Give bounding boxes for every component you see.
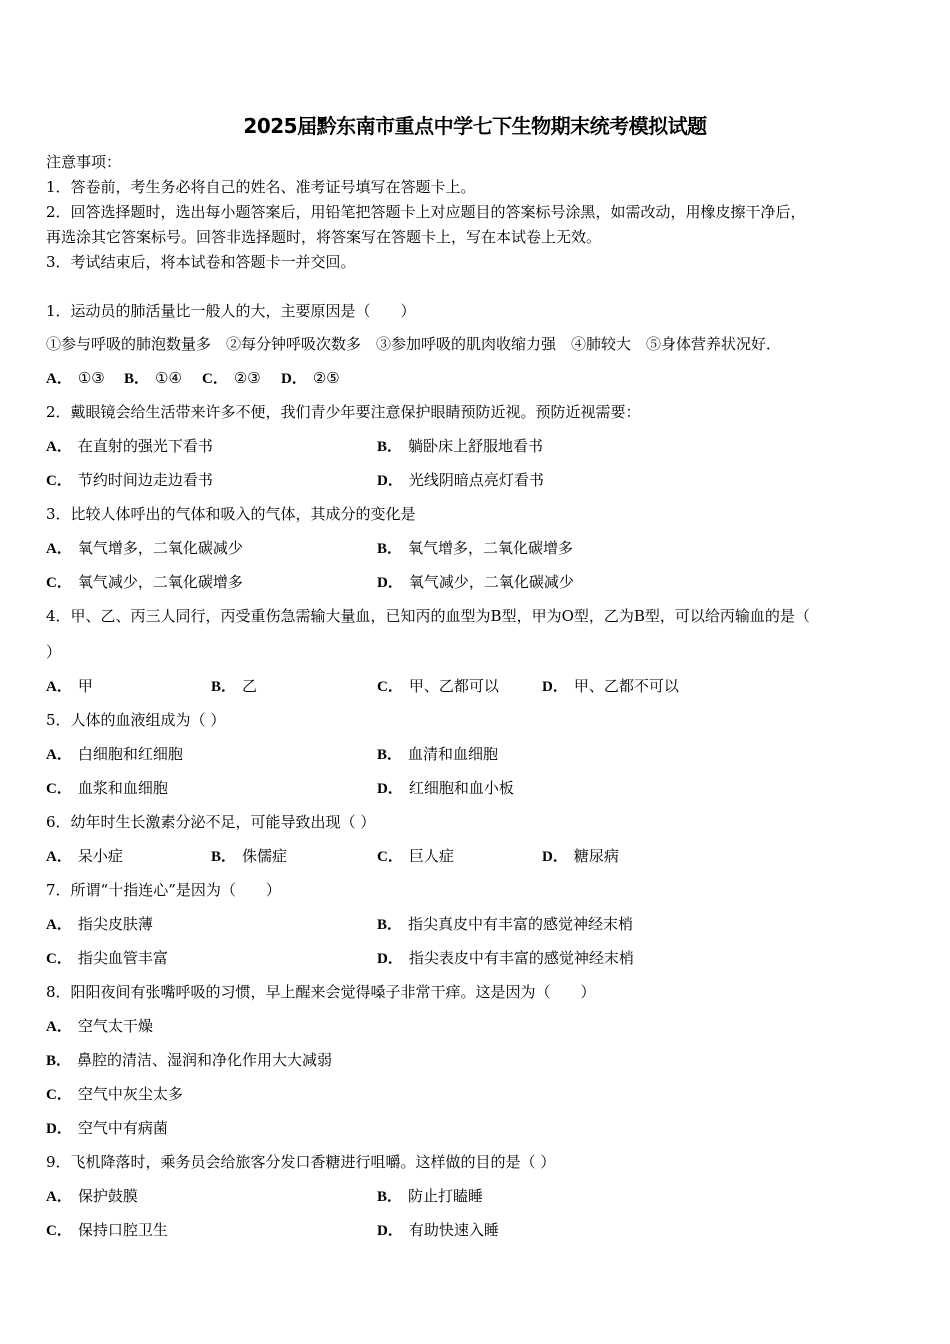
question-stem: 3．比较人体呼出的气体和吸入的气体，其成分的变化是 [46, 505, 416, 523]
option-c: C． 空气中灰尘太多 [46, 1085, 183, 1103]
question-stem: 1．运动员的肺活量比一般人的大，主要原因是（ ） [46, 302, 416, 320]
option-d: D． 指尖表皮中有丰富的感觉神经末梢 [377, 949, 634, 967]
option-d: D． 糖尿病 [542, 847, 619, 865]
option-d: D． ②⑤ [281, 369, 340, 387]
option-a: A． 氧气增多，二氧化碳减少 [46, 539, 243, 557]
option-b: B． 侏儒症 [211, 847, 288, 865]
question-stem: 5．人体的血液组成为（ ） [46, 711, 226, 729]
question-stem-continuation: ） [46, 643, 62, 661]
question-stem: 2．戴眼镜会给生活带来许多不便，我们青少年要注意保护眼睛预防近视。预防近视需要： [46, 403, 641, 421]
option-d: D． 氧气减少，二氧化碳减少 [377, 573, 574, 591]
option-b: B． 乙 [211, 677, 258, 695]
question-stem: 4．甲、乙、丙三人同行，丙受重伤急需输大量血，已知丙的血型为B型，甲为O型，乙为B型，可以给丙输血的是（ [46, 607, 810, 625]
option-c: C． ②③ [202, 369, 261, 387]
option-a: A． 白细胞和红细胞 [46, 745, 183, 763]
option-d: D． 红细胞和血小板 [377, 779, 514, 797]
option-c: C． 血浆和血细胞 [46, 779, 168, 797]
option-a: A． 在直射的强光下看书 [46, 437, 213, 455]
option-d: D． 甲、乙都不可以 [542, 677, 679, 695]
page-title: 2025届黔东南市重点中学七下生物期末统考模拟试题 [243, 114, 707, 138]
option-c: C． 指尖血管丰富 [46, 949, 168, 967]
option-a: A． 甲 [46, 677, 93, 695]
notice-heading: 注意事项： [46, 153, 122, 171]
option-a: A． 空气太干燥 [46, 1017, 153, 1035]
question-statements: ①参与呼吸的肺泡数量多 ②每分钟呼吸次数多 ③参加呼吸的肌肉收缩力强 ④肺较大 ⑤身体营养状况好． [46, 335, 782, 353]
option-d: D． 有助快速入睡 [377, 1221, 499, 1239]
question-stem: 9．飞机降落时，乘务员会给旅客分发口香糖进行咀嚼。这样做的目的是（ ） [46, 1153, 556, 1171]
question-stem: 6．幼年时生长激素分泌不足，可能导致出现（ ） [46, 813, 376, 831]
option-b: B． 氧气增多，二氧化碳增多 [377, 539, 574, 557]
notice-item: 1．答卷前，考生务必将自己的姓名、准考证号填写在答题卡上。 [46, 178, 476, 196]
option-b: B． ①④ [124, 369, 182, 387]
option-b: B． 防止打瞌睡 [377, 1187, 484, 1205]
question-stem: 8．阳阳夜间有张嘴呼吸的习惯，早上醒来会觉得嗓子非常干痒。这是因为（ ） [46, 983, 596, 1001]
option-a: A． 指尖皮肤薄 [46, 915, 153, 933]
notice-item: 2．回答选择题时，选出每小题答案后，用铅笔把答题卡上对应题目的答案标号涂黑，如需改动，用橡皮擦干净后， [46, 203, 806, 221]
option-b: B． 指尖真皮中有丰富的感觉神经末梢 [377, 915, 634, 933]
option-d: D． 空气中有病菌 [46, 1119, 168, 1137]
option-b: B． 鼻腔的清洁、湿润和净化作用大大减弱 [46, 1051, 333, 1069]
option-c: C． 氧气减少，二氧化碳增多 [46, 573, 243, 591]
option-c: C． 巨人症 [377, 847, 454, 865]
notice-item: 3．考试结束后，将本试卷和答题卡一并交回。 [46, 253, 356, 271]
question-stem: 7．所谓“十指连心”是因为（ ） [46, 881, 281, 899]
option-d: D． 光线阴暗点亮灯看书 [377, 471, 544, 489]
option-a: A． 保护鼓膜 [46, 1187, 138, 1205]
option-c: C． 节约时间边走边看书 [46, 471, 213, 489]
option-a: A． 呆小症 [46, 847, 123, 865]
option-c: C． 保持口腔卫生 [46, 1221, 168, 1239]
notice-item: 再选涂其它答案标号。回答非选择题时，将答案写在答题卡上，写在本试卷上无效。 [46, 228, 602, 246]
option-b: B． 躺卧床上舒服地看书 [377, 437, 544, 455]
option-a: A． ①③ [46, 369, 105, 387]
option-c: C． 甲、乙都可以 [377, 677, 499, 695]
option-b: B． 血清和血细胞 [377, 745, 499, 763]
